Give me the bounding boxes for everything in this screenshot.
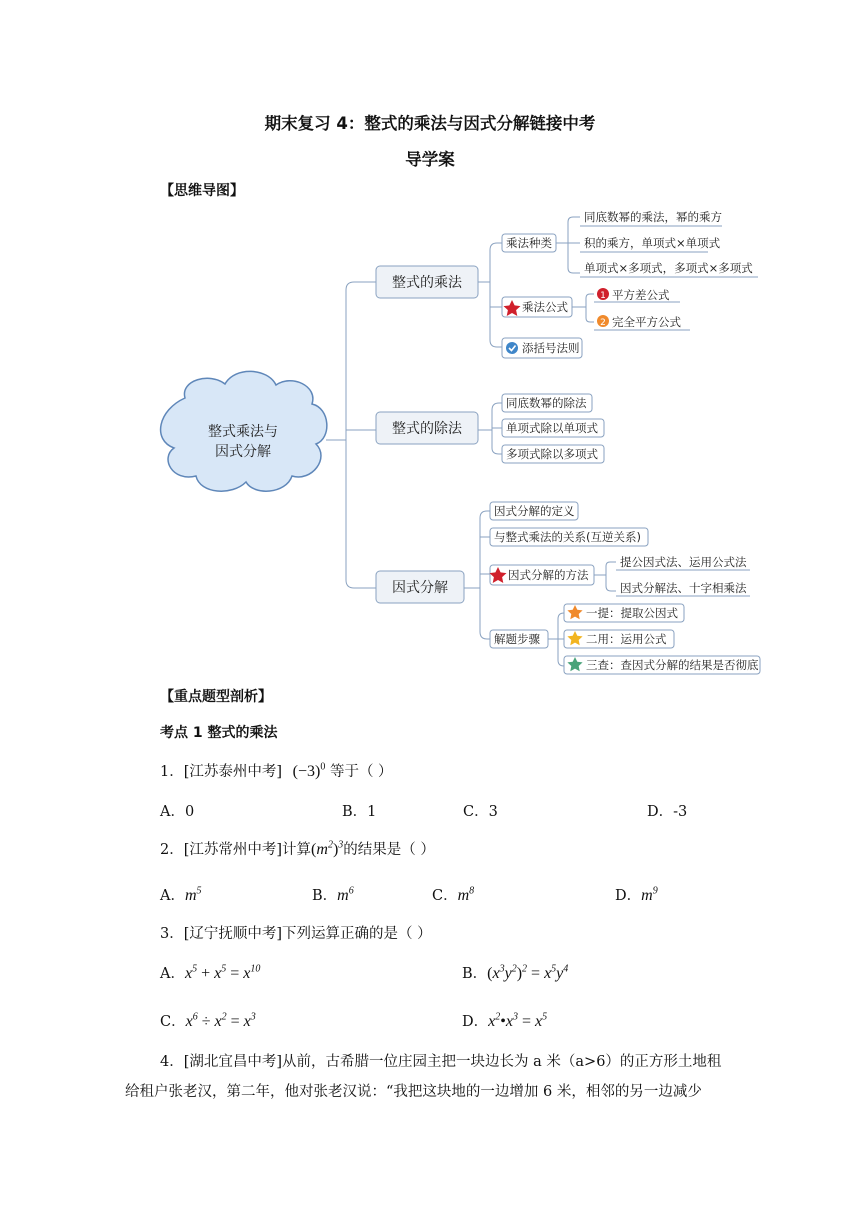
mult-type-3: 单项式×多项式，多项式×多项式 — [584, 261, 753, 275]
kaodian-heading: 考点 1 整式的乘法 — [160, 725, 278, 741]
q2-option-b: B．$m^6$ — [312, 885, 354, 904]
step-2: 二用：运用公式 — [586, 632, 667, 646]
question-2: 2．[江苏常州中考]计算$(m^2)^3$的结果是（ ） — [160, 839, 435, 858]
branch-factorization-label: 因式分解 — [392, 580, 448, 596]
question-1: 1．[江苏泰州中考] $(-3)^0$ 等于（ ） — [160, 761, 393, 780]
q2-option-a: A．$m^5$ — [160, 885, 202, 904]
svg-text:2: 2 — [600, 318, 606, 328]
q2-option-d: D．$m^9$ — [615, 885, 658, 904]
formula-difference-of-squares: 平方差公式 — [612, 288, 670, 302]
factorization-methods: 因式分解的方法 — [508, 568, 589, 582]
formula-perfect-square: 完全平方公式 — [612, 315, 681, 329]
q3-option-d: D．$x^2•x^3 = x^5$ — [462, 1011, 548, 1030]
q1-option-a: A．0 — [160, 804, 195, 820]
section-analysis-heading: 【重点题型剖析】 — [160, 689, 272, 705]
q1-option-d: D．-3 — [647, 804, 688, 820]
q3-option-c: C．$x^6 \div x^2 = x^3$ — [160, 1011, 256, 1030]
q1-option-c: C．3 — [463, 804, 498, 820]
step-1: 一提：提取公因式 — [586, 606, 678, 620]
question-4-line-2: 给租户张老汉，第二年，他对张老汉说：“我把这块地的一边增加 6 米，相邻的另一边减少 — [125, 1084, 702, 1100]
section-mindmap-heading: 【思维导图】 — [160, 183, 244, 199]
page-title: 期末复习 4：整式的乘法与因式分解链接中考 — [264, 114, 596, 133]
factorization-definition: 因式分解的定义 — [494, 504, 575, 518]
q3-option-b: B．$(x^3y^2)^2 = x^5y^4$ — [462, 963, 569, 982]
center-line-2: 因式分解 — [215, 444, 271, 460]
division-item-2: 单项式除以单项式 — [506, 421, 598, 435]
method-2: 因式分解法、十字相乘法 — [620, 581, 747, 595]
branch-multiplication-label: 整式的乘法 — [392, 275, 462, 291]
q2-option-c: C．$m^8$ — [432, 885, 475, 904]
q3-option-a: A．$x^5 + x^5 = x^{10}$ — [160, 963, 261, 982]
svg-text:1: 1 — [600, 291, 606, 301]
q1-option-b: B．1 — [342, 804, 377, 820]
branch-division-label: 整式的除法 — [392, 421, 462, 437]
mult-type-2: 积的乘方，单项式×单项式 — [584, 236, 721, 250]
center-cloud — [161, 371, 327, 491]
question-4-line-1: 4．[湖北宜昌中考]从前，古希腊一位庄园主把一块边长为 a 米（a>6）的正方形土地租 — [160, 1054, 722, 1070]
question-3: 3．[辽宁抚顺中考]下列运算正确的是（ ） — [160, 926, 432, 942]
page-subtitle: 导学案 — [405, 150, 455, 169]
division-item-3: 多项式除以多项式 — [506, 447, 598, 461]
method-1: 提公因式法、运用公式法 — [620, 555, 747, 569]
sub-bracket-rule: 添括号法则 — [522, 341, 580, 355]
sub-multiplication-formula: 乘法公式 — [522, 300, 568, 314]
sub-multiplication-types: 乘法种类 — [506, 236, 552, 250]
q1-expression: $(-3)^0$ — [292, 761, 326, 780]
check-icon — [506, 342, 518, 354]
step-3: 三查：查因式分解的结果是否彻底 — [586, 658, 759, 672]
factorization-relation: 与整式乘法的关系(互逆关系) — [494, 530, 641, 544]
q2-expression: $(m^2)^3$ — [311, 839, 344, 858]
center-line-1: 整式乘法与 — [208, 424, 278, 440]
division-item-1: 同底数幂的除法 — [506, 396, 587, 410]
mult-type-1: 同底数幂的乘法，幂的乘方 — [584, 210, 722, 224]
solving-steps: 解题步骤 — [494, 632, 540, 646]
